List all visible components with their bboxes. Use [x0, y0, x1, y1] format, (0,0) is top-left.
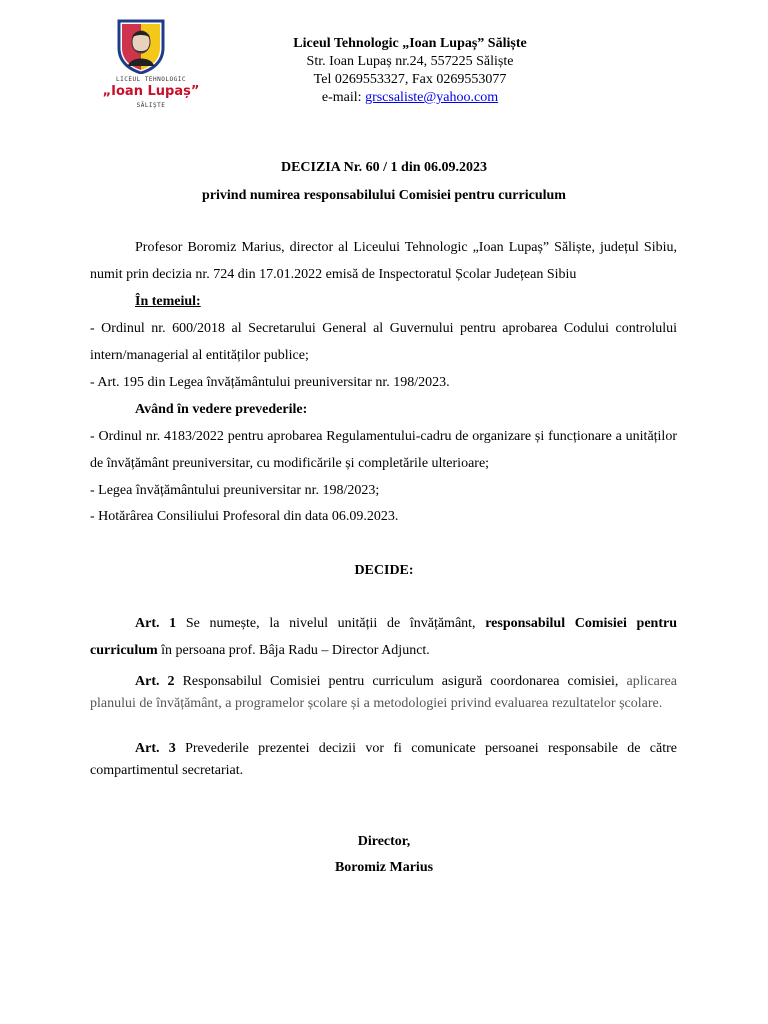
art2-text1: Responsabilul Comisiei pentru curriculum asigură coordonarea comisiei, [174, 674, 619, 689]
signature-role: Director, [357, 834, 411, 849]
temei-item-2: - Art. 195 din Legea învățământului preuniversitar nr. 198/2023. [90, 375, 450, 390]
art1-text2: în persoana prof. Bâja Radu – Director Adjunct. [157, 643, 430, 658]
logo-name: „Ioan Lupaș” [102, 84, 200, 99]
art2-label: Art. 2 [135, 674, 175, 689]
vedere-item-2: - Legea învățământului preuniversitar nr. 198/2023; [90, 483, 380, 498]
school-logo [96, 18, 206, 118]
email-label: e-mail: [321, 90, 366, 105]
signature-name: Boromiz Marius [334, 860, 434, 875]
temei-heading: În temeiul: [135, 294, 201, 309]
art1-bold: responsabilul Comisiei pentru curriculum [90, 616, 677, 658]
school-email-line [250, 89, 570, 107]
art3-text: Prevederile prezentei decizii vor fi comunicate persoanei responsabile de către compartimentul secretariat. [90, 741, 677, 778]
article-3 [90, 738, 677, 782]
email-link[interactable]: grscsaliste@yahoo.com [365, 90, 499, 105]
school-address: Str. Ioan Lupaș nr.24, 557225 Săliște [306, 54, 514, 69]
vedere-heading: Având în vedere prevederile: [135, 402, 308, 417]
article-2 [90, 671, 677, 715]
school-phone: Tel 0269553327, Fax 0269553077 [313, 72, 507, 87]
vedere-item-3: - Hotărârea Consiliului Profesoral din data 06.09.2023. [90, 509, 399, 524]
decide-heading: DECIDE: [354, 563, 414, 578]
crest-icon [116, 18, 166, 74]
vedere-item-1: - Ordinul nr. 4183/2022 pentru aprobarea Regulamentului-cadru de organizare și funcționare a unităților de învățământ preuniversitar, cu modificările și completările ulterioare; [90, 429, 677, 471]
decision-title: DECIZIA Nr. 60 / 1 din 06.09.2023 [280, 160, 488, 175]
article-1 [90, 610, 677, 664]
decision-subtitle: privind numirea responsabilului Comisiei pentru curriculum [202, 188, 566, 203]
art1-text1: Se numește, la nivelul unității de învățământ, [176, 616, 486, 631]
art1-label: Art. 1 [135, 616, 177, 631]
art3-label: Art. 3 [135, 741, 176, 756]
temei-item-1: - Ordinul nr. 600/2018 al Secretarului General al Guvernului pentru aprobarea Codului controlului intern/managerial al entităților publice; [90, 321, 677, 363]
logo-place: SĂLIȘTE [136, 102, 166, 109]
logo-small-text: LICEUL TEHNOLOGIC [116, 76, 186, 83]
intro-paragraph: Profesor Boromiz Marius, director al Liceului Tehnologic „Ioan Lupaș” Săliște, județul Sibiu, numit prin decizia nr. 724 din 17.01.2022 emisă de Inspectoratul Școlar Județean Sibiu [90, 240, 677, 282]
art2-text2: aplicarea planului de învățământ, a programelor școlare și a metodologiei privind evaluarea rezultatelor școlare. [90, 674, 677, 711]
school-name: Liceul Tehnologic „Ioan Lupaș” Săliște [293, 36, 527, 51]
